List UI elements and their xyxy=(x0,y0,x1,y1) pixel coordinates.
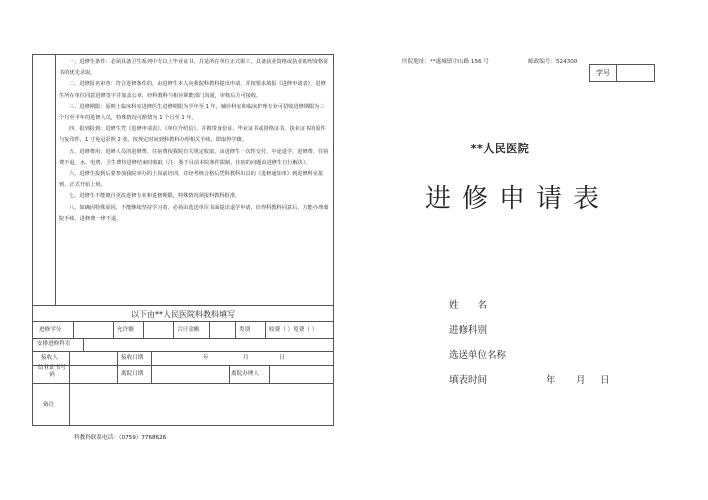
credits-label: 进修学分 xyxy=(39,327,62,333)
date-day: 日 xyxy=(600,375,610,386)
table-col-divider xyxy=(209,322,210,338)
table-col-divider xyxy=(69,383,70,426)
footer-contact-phone: 科教科联系电话：（0759）7768626 xyxy=(74,435,167,441)
table-row-divider xyxy=(33,351,333,352)
name-field-label: 姓 名 xyxy=(449,300,488,311)
certificate-number-label: 结业证书号码 xyxy=(38,365,66,378)
date-field-label: 填表时间 xyxy=(449,375,488,386)
note-5: 五、进修费用：进修人员的进修费、住宿费按我院有关规定收取，由进修生一次性交付，中途退学，进修费、住宿费不退。水、电费，卫生费待进修结束时收取（注：鉴于目前本院条件限制，住宿的问题由进修生自行解决）。 xyxy=(59,148,329,166)
fill-section-title: 以下由**人民医院科教科填写 xyxy=(33,305,333,322)
unit-field-label: 选送单位名称 xyxy=(449,350,507,361)
dept-field-label: 进修科别 xyxy=(449,325,488,336)
date-month: 月 xyxy=(576,375,586,386)
table-col-divider xyxy=(235,322,236,338)
notes-side-strip xyxy=(33,55,56,305)
receive-day: 日 xyxy=(279,355,285,361)
receive-month: 月 xyxy=(243,355,249,361)
note-8: 八、如确因特殊原因，不能继续坚持学习者，必须由选送单位书面提出退学申请，征得科教科同意后，方能办理离院手续，进修费一律不退。 xyxy=(59,204,329,222)
table-col-divider xyxy=(143,322,144,338)
table-col-divider xyxy=(265,322,266,338)
table-col-divider xyxy=(117,351,118,365)
postcode: 邮政编号：524300 xyxy=(528,59,578,65)
table-col-divider xyxy=(69,365,70,383)
table-col-divider xyxy=(69,351,70,365)
table-row-divider xyxy=(33,383,333,384)
table-row-divider xyxy=(33,365,333,366)
total-amount-label: 合计金额 xyxy=(177,327,200,333)
table-col-divider xyxy=(269,365,270,383)
leave-date-label: 离院日期 xyxy=(121,371,144,377)
application-notes-panel xyxy=(32,54,334,426)
table-col-divider xyxy=(113,322,114,338)
table-col-divider xyxy=(83,338,84,351)
form-title: 进修申请表 xyxy=(425,184,611,214)
student-number-box xyxy=(589,64,655,82)
note-3: 三、进修期限：原则上临床科室进修医生进修期限为半年至 1 年，辅诊科室和临床护理专业可招收进修期限为三个月至半年的进修人员，特殊情况可酌情为 1 个月至 1 年。 xyxy=(59,103,325,122)
remark-label: 备注 xyxy=(43,402,55,408)
table-col-divider xyxy=(151,365,152,383)
receive-date-label: 接收日期 xyxy=(121,355,144,361)
hospital-name: **人民医院 xyxy=(470,142,530,155)
table-col-divider xyxy=(73,322,74,338)
receiver-label: 接收人 xyxy=(41,355,58,361)
student-number-label: 学号 xyxy=(590,65,617,81)
allowance-label: 允许额 xyxy=(117,327,134,333)
table-col-divider xyxy=(173,322,174,338)
note-2: 二、进修报名审查：符合进修条件的，由进修生本人向我院科教科提出申请，并按要求填报《进修申请表》，进修生所在单位同意进修签字并加盖公章，经科教科与相应职能部门沟通，审核后方可接收。 xyxy=(59,81,326,99)
table-row-divider xyxy=(33,338,333,339)
note-1: 一、进修生条件：必须具备卫生系列中专以上毕业证书，并是所在单位正式职工，具备执业资格或执业助理资格证书的优先录取。 xyxy=(59,59,329,77)
note-6: 六、进修生报到后要参加我院举办的上岗前培训，并经考核合格后凭科教科出具的《进修通知单》到进修科室报到，正式开始上班。 xyxy=(59,171,324,189)
table-col-divider xyxy=(117,365,118,383)
fee-option-label: 收费（ ）免费（ ） xyxy=(269,327,318,333)
note-4: 四、报到报到：进修生凭《进修申请表》、《单位介绍信》，并携带身份证、毕业证书或资格证书、执业证书的原件与复印件，1 寸免冠彩照 2 张，按规定时间到科教科办理相关手续，即取得学籍。 xyxy=(59,126,326,144)
leave-handler-label: 离院办理人 xyxy=(231,371,259,377)
receive-year: 年 xyxy=(203,355,209,361)
hospital-address: 医院地址：**遂城镇中山路 156 号 xyxy=(402,59,489,65)
table-col-divider xyxy=(151,351,152,365)
table-col-divider xyxy=(229,365,230,383)
arrange-dept-label: 安排进修科室 xyxy=(37,341,71,347)
category-label: 类别 xyxy=(239,327,251,333)
date-year: 年 xyxy=(546,375,556,386)
notes-list xyxy=(55,55,333,305)
note-7: 七、进修生不能擅自更改进修专业和进修期限，特殊情况须报科教科批准。 xyxy=(69,193,241,200)
